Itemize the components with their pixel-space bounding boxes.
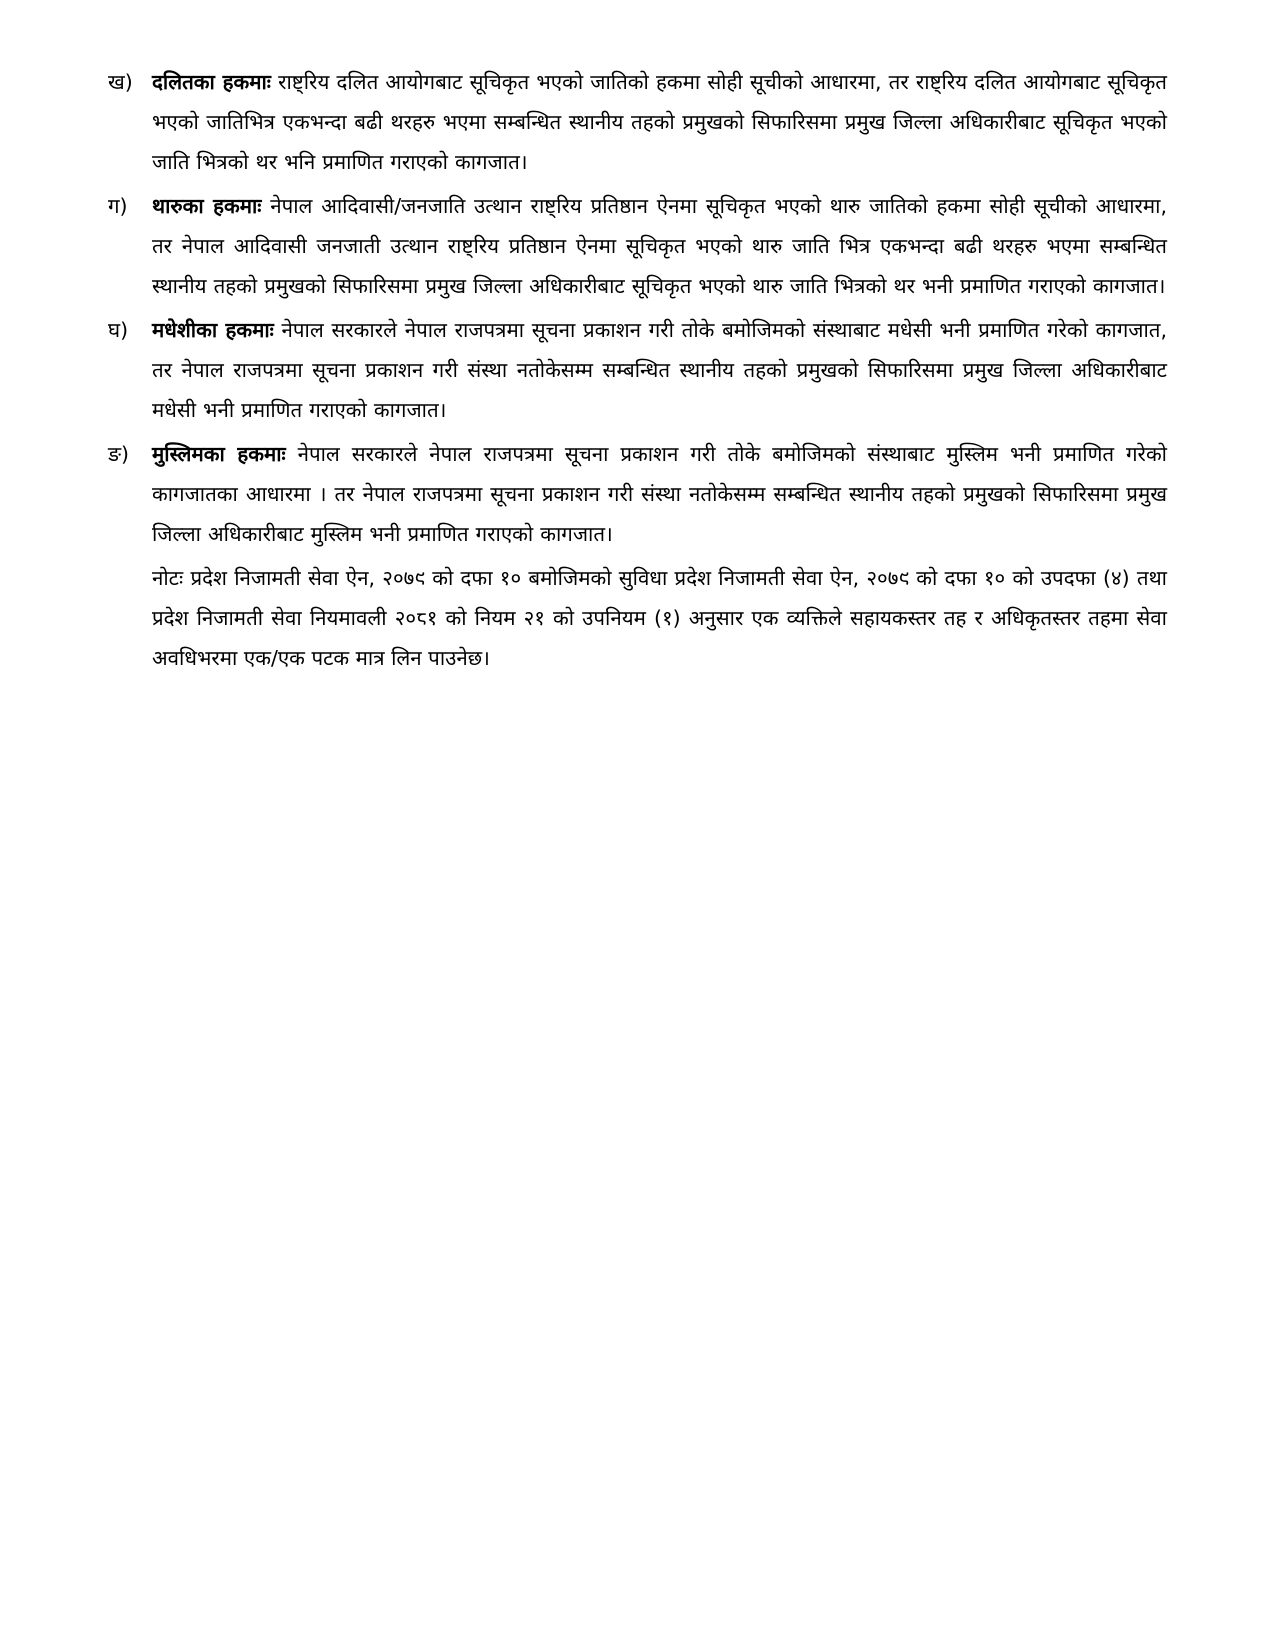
clause-body <box>152 186 1167 306</box>
clause-marker: घ) <box>108 318 129 342</box>
clause-kha <box>108 62 1167 182</box>
clause-lead: थारुका हकमाः <box>152 194 262 218</box>
note-lead: नोटः <box>152 566 184 590</box>
clause-marker: ग) <box>108 194 128 218</box>
clause-marker: ख) <box>108 70 133 94</box>
clause-body <box>152 434 1167 554</box>
note-text: प्रदेश निजामती सेवा ऐन, २०७९ को दफा १० बमोजिमको सुविधा प्रदेश निजामती सेवा ऐन, २०७९ को दफा १० को उपदफा (४) तथा प्रदेश निजामती सेवा नियमावली २०८१ को नियम २१ को उपनियम (१) अनुसार एक व्यक्तिले सहायकस्तर तह र अधिकृतस्तर तहमा सेवा अवधिभरमा एक/एक पटक मात्र लिन पाउनेछ। <box>152 566 1167 670</box>
clause-text: नेपाल सरकारले नेपाल राजपत्रमा सूचना प्रकाशन गरी तोके बमोजिमको संस्थाबाट मुस्लिम भनी प्रमाणित गरेको कागजातका आधारमा । तर नेपाल राजपत्रमा सूचना प्रकाशन गरी संस्था नतोकेसम्म सम्बन्धित स्थानीय तहको प्रमुखको सिफारिसमा प्रमुख जिल्ला अधिकारीबाट मुस्लिम भनी प्रमाणित गराएको कागजात। <box>152 442 1167 546</box>
note-block <box>108 558 1167 678</box>
clause-body <box>152 62 1167 182</box>
clause-text: राष्ट्रिय दलित आयोगबाट सूचिकृत भएको जातिको हकमा सोही सूचीको आधारमा, तर राष्ट्रिय दलित आयोगबाट सूचिकृत भएको जातिभित्र एकभन्दा बढी थरहरु भएमा सम्बन्धित स्थानीय तहको प्रमुखको सिफारिसमा प्रमुख जिल्ला अधिकारीबाट सूचिकृत भएको जाति भित्रको थर भनि प्रमाणित गराएको कागजात। <box>152 70 1167 174</box>
clause-lead: मधेशीका हकमाः <box>152 318 274 342</box>
clause-lead: मुस्लिमका हकमाः <box>152 442 286 466</box>
clause-gha <box>108 310 1167 430</box>
clause-marker: ङ) <box>108 442 130 466</box>
clause-text: नेपाल सरकारले नेपाल राजपत्रमा सूचना प्रकाशन गरी तोके बमोजिमको संस्थाबाट मधेसी भनी प्रमाणित गरेको कागजात, तर नेपाल राजपत्रमा सूचना प्रकाशन गरी संस्था नतोकेसम्म सम्बन्धित स्थानीय तहको प्रमुखको सिफारिसमा प्रमुख जिल्ला अधिकारीबाट मधेसी भनी प्रमाणित गराएको कागजात। <box>152 318 1167 422</box>
clause-lead: दलितका हकमाः <box>152 70 271 94</box>
clause-text: नेपाल आदिवासी/जनजाति उत्थान राष्ट्रिय प्रतिष्ठान ऐनमा सूचिकृत भएको थारु जातिको हकमा सोही सूचीको आधारमा, तर नेपाल आदिवासी जनजाती उत्थान राष्ट्रिय प्रतिष्ठान ऐनमा सूचिकृत भएको थारु जाति भित्र एकभन्दा बढी थरहरु भएमा सम्बन्धित स्थानीय तहको प्रमुखको सिफारिसमा प्रमुख जिल्ला अधिकारीबाट सूचिकृत भएको थारु जाति भित्रको थर भनी प्रमाणित गराएको कागजात। <box>152 194 1167 298</box>
note-body <box>152 558 1167 678</box>
clause-ga <box>108 186 1167 306</box>
clause-body <box>152 310 1167 430</box>
clause-nga <box>108 434 1167 554</box>
